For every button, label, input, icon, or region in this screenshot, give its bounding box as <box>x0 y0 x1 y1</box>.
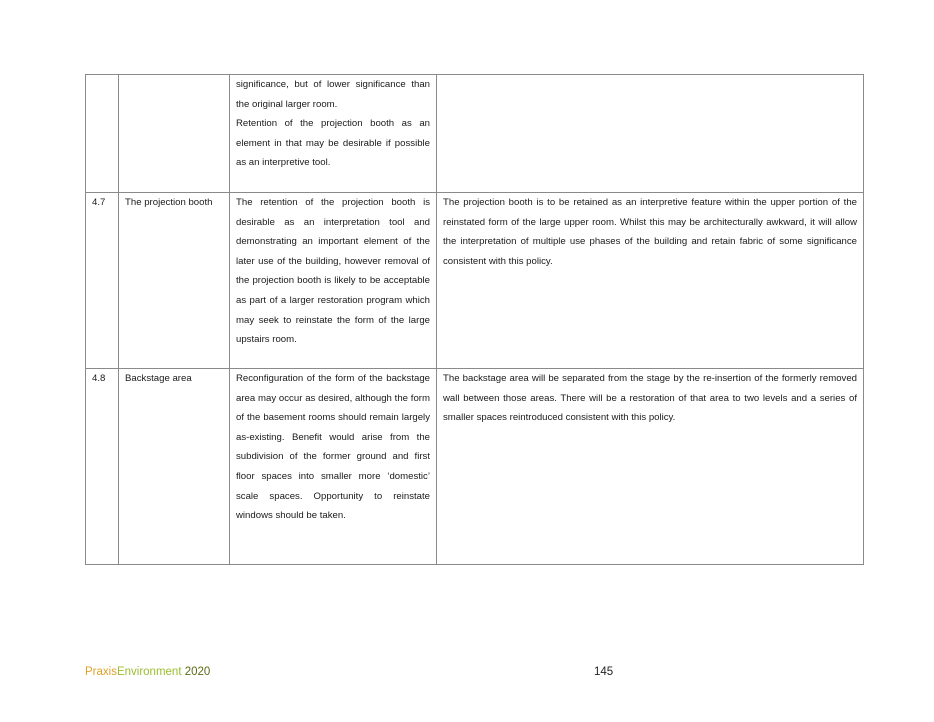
brand-environment: Environment <box>116 666 182 678</box>
brand-year: 2020 <box>181 666 211 678</box>
policy-text: The backstage area will be separated from the stage by the re-insertion of the formerly removed wall between those areas. There will be a restoration of that area to two levels and a series of smaller spaces reintroduced consistent with this policy. <box>443 373 857 424</box>
table-row <box>86 75 864 193</box>
item-name: Backstage area <box>125 373 192 384</box>
footer-brand <box>85 664 210 680</box>
policy-cell <box>437 75 864 193</box>
item-number-cell <box>86 369 119 565</box>
item-number-cell <box>86 75 119 193</box>
policy-cell <box>437 193 864 369</box>
assessment-cell <box>230 75 437 193</box>
item-name-cell <box>119 75 230 193</box>
assessment-cell <box>230 369 437 565</box>
item-number: 4.8 <box>92 373 106 384</box>
policy-cell <box>437 369 864 565</box>
item-number: 4.7 <box>92 197 106 208</box>
table-row <box>86 369 864 565</box>
item-name-cell <box>119 193 230 369</box>
assessment-text: Reconfiguration of the form of the backstage area may occur as desired, although the form of the basement rooms should remain largely as-existing. Benefit would arise from the subdivision of the former ground and first floor spaces into smaller more ‘domestic’ scale spaces. Opportunity to reinstate windows should be taken. <box>236 373 430 522</box>
conservation-policy-table <box>85 74 864 565</box>
assessment-cell <box>230 193 437 369</box>
policy-text: The projection booth is to be retained as an interpretive feature within the upper portion of the reinstated form of the large upper room. Whilst this may be architecturally awkward, it will allow the interpretation of multiple use phases of the building and retain fabric of some significance consistent with this policy. <box>443 197 857 267</box>
brand-praxis: Praxis <box>85 666 117 678</box>
assessment-text: The retention of the projection booth is desirable as an interpretation tool and demonstrating an important element of the later use of the building, however removal of the projection booth is likely to be acceptable as part of a larger restoration program which may seek to reinstate the form of the large upstairs room. <box>236 197 430 346</box>
item-number-cell <box>86 193 119 369</box>
item-name: The projection booth <box>125 197 213 208</box>
table-row <box>86 193 864 369</box>
page-number: 145 <box>594 666 614 678</box>
item-name-cell <box>119 369 230 565</box>
assessment-text: significance, but of lower significance than the original larger room. Retention of the projection booth as an element in that may be desirable if possible as an interpretive tool. <box>236 79 430 169</box>
